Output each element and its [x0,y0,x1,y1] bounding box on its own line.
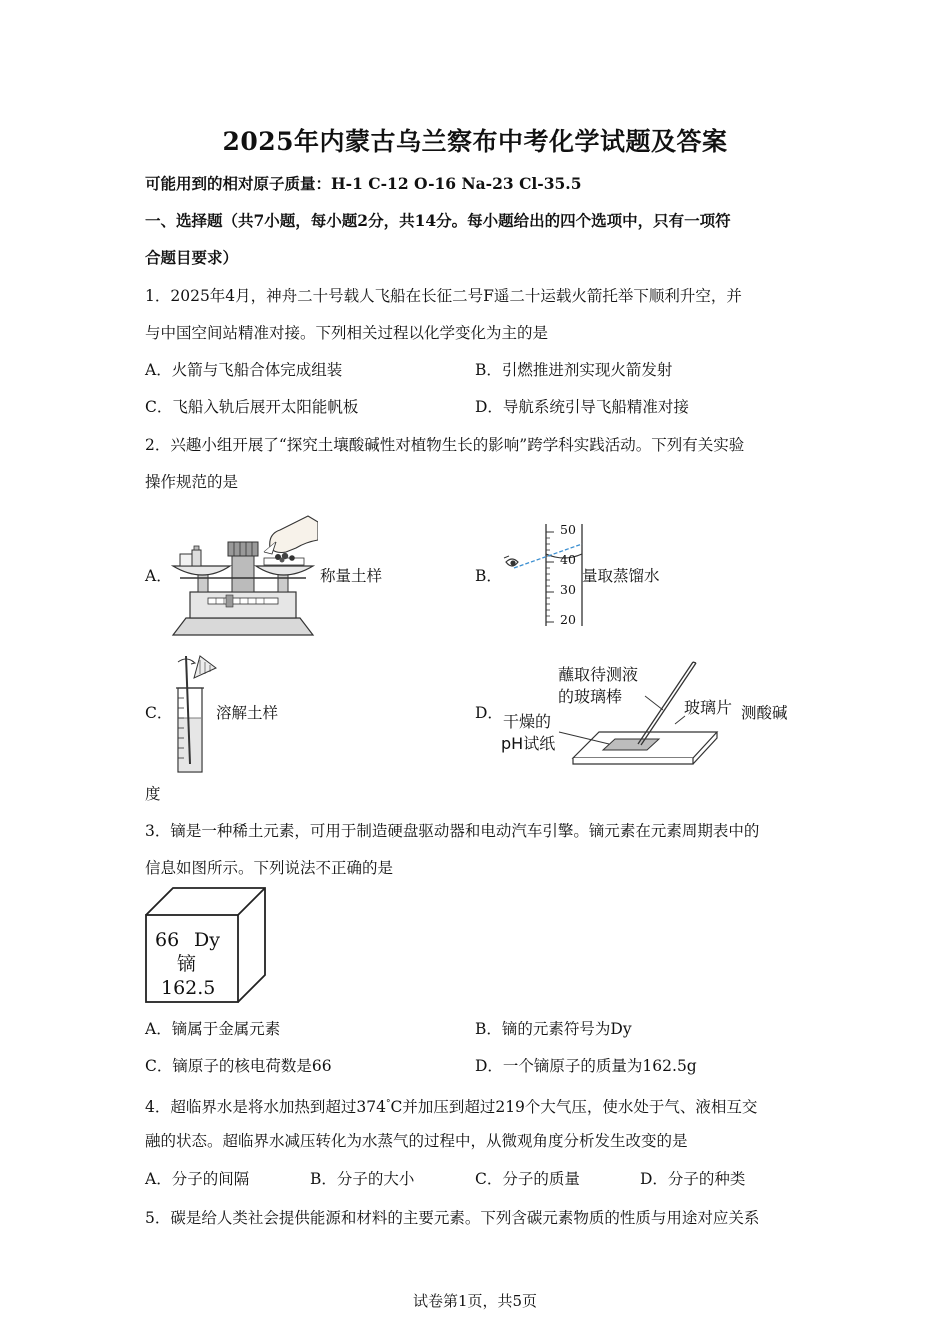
q2-option-b-caption: 量取蒸馏水 [582,567,660,585]
element-number: 66 [155,929,180,951]
element-mass: 162.5 [161,977,216,999]
element-symbol: Dy [194,929,220,951]
page-title: 2025年内蒙古乌兰察布中考化学试题及答案 [222,127,728,156]
q2-option-d-letter: D． [475,704,503,722]
balance-figure [168,512,318,640]
q2-option-c-letter: C． [145,704,173,722]
q3-stem-line1: 3．镝是一种稀土元素，可用于制造硬盘驱动器和电动汽车引擎。镝元素在元素周期表中的 [145,822,760,840]
q1-option-d: D．导航系统引导飞船精准对接 [475,398,689,416]
q2-option-d-continuation: 度 [145,785,161,803]
q4-option-c: C．分子的质量 [475,1170,580,1188]
label-glass-rod-line1: 蘸取待测液 [558,665,639,684]
q2-option-d-caption: 测酸碱 [741,704,788,722]
label-ph-paper-line1: 干燥的 [503,712,552,731]
q5-stem-line1: 5．碳是给人类社会提供能源和材料的主要元素。下列含碳元素物质的性质与用途对应关系 [145,1209,760,1227]
label-ph-paper-line2: pH试纸 [501,734,556,753]
q2-option-a-caption: 称量土样 [320,567,383,585]
element-name: 镝 [177,953,197,975]
q3-option-a: A．镝属于金属元素 [145,1020,281,1038]
q1-stem-line1: 1．2025年4月，神舟二十号载人飞船在长征二号F遥二十运载火箭托举下顺利升空，并 [145,287,742,305]
tick-30: 30 [560,582,576,597]
q4-option-d: D．分子的种类 [640,1170,746,1188]
q1-stem-line2: 与中国空间站精准对接。下列相关过程以化学变化为主的是 [145,324,549,342]
q4-option-a: A．分子的间隔 [145,1170,250,1188]
q1-option-b: B．引燃推进剂实现火箭发射 [475,361,673,379]
atomic-masses: 可能用到的相对原子质量：H-1 C-12 O-16 Na-23 Cl-35.5 [145,174,582,193]
q4-temperature: 374 [356,1098,386,1117]
dissolving-figure [168,652,218,774]
q1-option-c: C．飞船入轨后展开太阳能帆板 [145,398,359,416]
q3-option-d: D．一个镝原子的质量为162.5g [475,1057,697,1075]
page-footer: 试卷第1页，共5页 [412,1292,538,1310]
q3-option-b: B．镝的元素符号为Dy [475,1020,632,1038]
q4-stem-part1: 4．超临界水是将水加热到超过 [145,1098,357,1117]
q2-option-b-letter: B． [475,567,502,585]
section-heading-line2: 合题目要求） [145,248,239,267]
label-glass-rod-line2: 的玻璃棒 [558,687,623,706]
tick-50: 50 [560,522,576,537]
tick-40: 40 [560,552,576,567]
q3-stem-line2: 信息如图所示。下列说法不正确的是 [145,859,394,877]
q4-stem-part2: C并加压到超过219个大气压，使水处于气、液相互交 [390,1098,758,1117]
tick-20: 20 [560,612,576,627]
q4-stem-line2: 融的状态。超临界水减压转化为水蒸气的过程中，从微观角度分析发生改变的是 [145,1132,688,1150]
q2-stem-line1: 2．兴趣小组开展了“探究土壤酸碱性对植物生长的影响”跨学科实践活动。下列有关实验 [145,436,745,454]
q2-option-c-caption: 溶解土样 [216,704,279,722]
q4-stem-line1 [145,1093,825,1118]
q1-option-a: A．火箭与飞船合体完成组装 [145,361,343,379]
label-glass-slide: 玻璃片 [684,698,733,717]
q4-option-b: B．分子的大小 [310,1170,415,1188]
q3-option-c: C．镝原子的核电荷数是66 [145,1057,332,1075]
q2-option-a-letter: A． [145,567,172,585]
q4-degree-sign: ° [385,1099,391,1109]
q2-stem-line2: 操作规范的是 [145,473,239,491]
section-heading-line1: 一、选择题（共7小题，每小题2分，共14分。每小题给出的四个选项中，只有一项符 [145,211,731,230]
